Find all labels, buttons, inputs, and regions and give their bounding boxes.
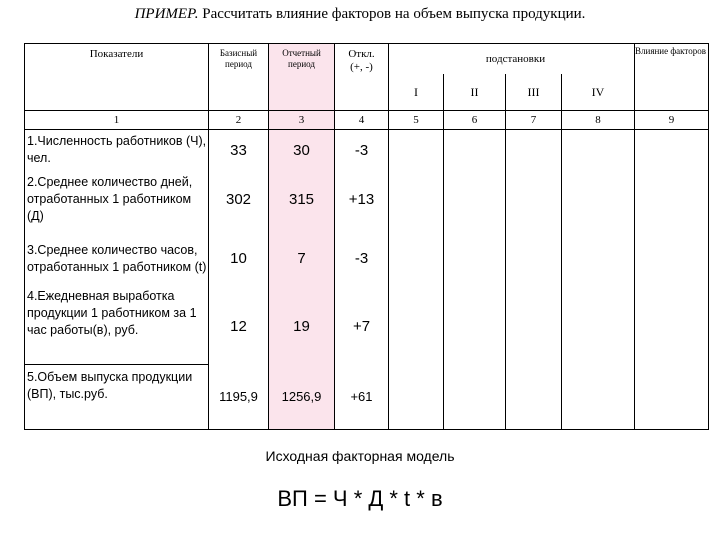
row-label: 4.Ежедневная выработка продукции 1 работником за 1 час работы(в), руб. <box>25 288 209 365</box>
row-deviation-value: +7 <box>335 288 389 365</box>
row-sub-i-cell <box>389 288 444 365</box>
row-influence-cell <box>635 229 709 288</box>
col-number-7: 7 <box>506 111 562 130</box>
header-substitutions: подстановки <box>389 44 635 75</box>
row-influence-cell <box>635 365 709 430</box>
row-sub-iv-cell <box>562 288 635 365</box>
row-sub-ii-cell <box>444 229 506 288</box>
col-number-3: 3 <box>269 111 335 130</box>
table-row <box>25 288 709 365</box>
row-label: 1.Численность работников (Ч), чел. <box>25 130 209 171</box>
row-base-value: 33 <box>209 130 269 171</box>
row-influence-cell <box>635 288 709 365</box>
row-label: 3.Среднее количество часов, отработанных 1 работником (t) <box>25 229 209 288</box>
col-number-4: 4 <box>335 111 389 130</box>
row-report-value: 30 <box>269 130 335 171</box>
header-deviation: Откл. (+, -) <box>335 44 389 111</box>
row-sub-i-cell <box>389 170 444 229</box>
header-base-period: Базисный период <box>209 44 269 111</box>
header-sub-iii: III <box>506 74 562 111</box>
col-number-5: 5 <box>389 111 444 130</box>
row-sub-iii-cell <box>506 365 562 430</box>
table-row <box>25 170 709 229</box>
row-label: 5.Объем выпуска продукции (ВП), тыс.руб. <box>25 365 209 430</box>
page-title <box>0 6 720 23</box>
factor-table <box>24 43 709 430</box>
row-base-value: 1195,9 <box>209 365 269 430</box>
row-deviation-value: +13 <box>335 170 389 229</box>
header-sub-i: I <box>389 74 444 111</box>
model-caption: Исходная факторная модель <box>265 448 455 464</box>
title-text: Рассчитать влияние факторов на объем выпуска продукции. <box>198 6 586 22</box>
header-sub-ii: II <box>444 74 506 111</box>
row-influence-cell <box>635 130 709 171</box>
row-report-value: 7 <box>269 229 335 288</box>
row-base-value: 12 <box>209 288 269 365</box>
table-row <box>25 365 709 430</box>
row-sub-i-cell <box>389 365 444 430</box>
row-sub-iii-cell <box>506 288 562 365</box>
header-factor-influence: Влияние факторов <box>635 44 709 111</box>
row-sub-iv-cell <box>562 229 635 288</box>
row-report-value: 315 <box>269 170 335 229</box>
row-base-value: 10 <box>209 229 269 288</box>
col-number-6: 6 <box>444 111 506 130</box>
row-report-value: 1256,9 <box>269 365 335 430</box>
col-number-9: 9 <box>635 111 709 130</box>
header-sub-iv: IV <box>562 74 635 111</box>
col-number-8: 8 <box>562 111 635 130</box>
row-base-value: 302 <box>209 170 269 229</box>
title-example-label: ПРИМЕР. <box>134 6 199 22</box>
header-indicators: Показатели <box>25 44 209 111</box>
row-influence-cell <box>635 170 709 229</box>
row-deviation-value: +61 <box>335 365 389 430</box>
table-row <box>25 229 709 288</box>
col-number-2: 2 <box>209 111 269 130</box>
row-sub-iii-cell <box>506 170 562 229</box>
row-report-value: 19 <box>269 288 335 365</box>
row-sub-iv-cell <box>562 130 635 171</box>
row-sub-i-cell <box>389 130 444 171</box>
table-row <box>25 130 709 171</box>
row-sub-i-cell <box>389 229 444 288</box>
col-number-1: 1 <box>25 111 209 130</box>
row-label: 2.Среднее количество дней, отработанных 1 работником (Д) <box>25 170 209 229</box>
row-sub-ii-cell <box>444 365 506 430</box>
row-sub-ii-cell <box>444 130 506 171</box>
row-deviation-value: -3 <box>335 229 389 288</box>
header-report-period: Отчетный период <box>269 44 335 111</box>
factor-formula: ВП = Ч * Д * t * в <box>277 486 443 511</box>
row-sub-ii-cell <box>444 170 506 229</box>
row-sub-iii-cell <box>506 229 562 288</box>
row-sub-ii-cell <box>444 288 506 365</box>
row-sub-iii-cell <box>506 130 562 171</box>
row-sub-iv-cell <box>562 170 635 229</box>
row-sub-iv-cell <box>562 365 635 430</box>
row-deviation-value: -3 <box>335 130 389 171</box>
